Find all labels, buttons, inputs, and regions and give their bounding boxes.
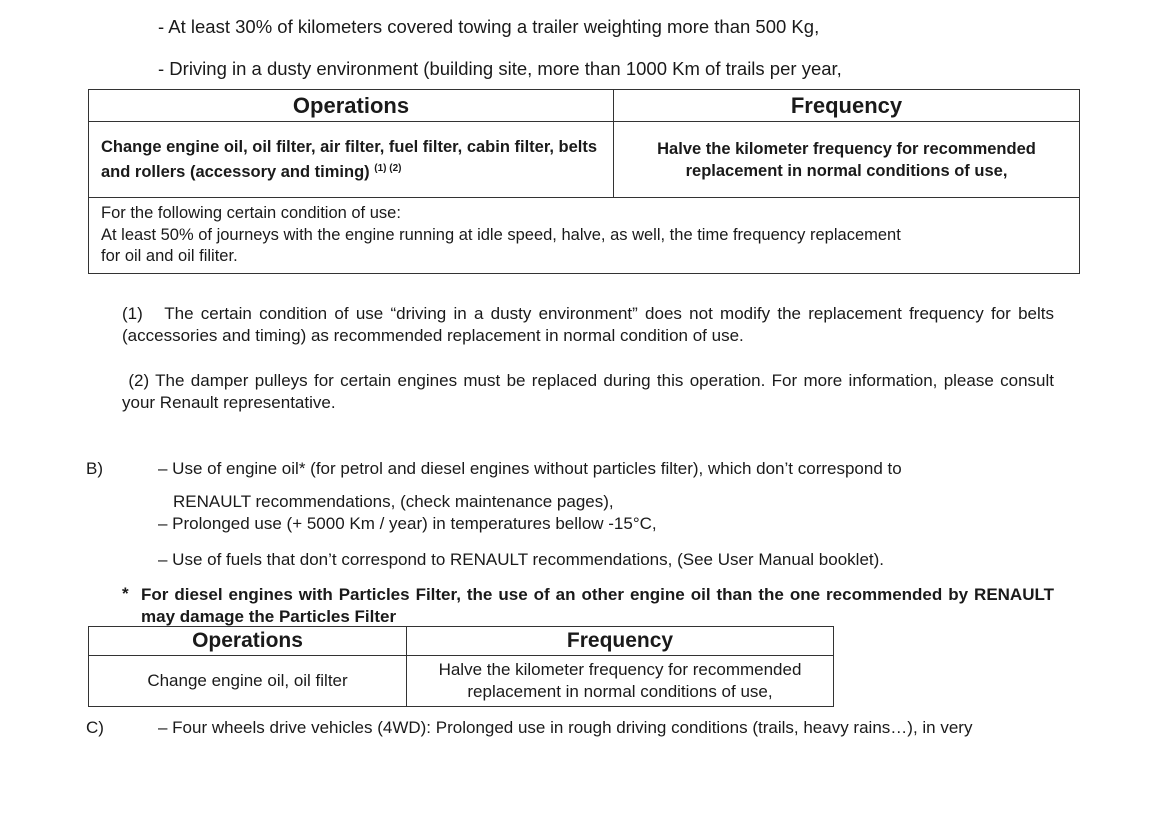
section-b-line-1-continued: RENAULT recommendations, (check maintenance pages),: [173, 492, 614, 511]
footnote-2-marker: (2): [128, 371, 150, 390]
intro-line-towing: - At least 30% of kilometers covered towing a trailer weighting more than 500 Kg,: [158, 16, 820, 37]
table-a-idle-condition-cell: [89, 198, 1080, 274]
footnote-1-marker: (1): [122, 304, 143, 323]
particles-filter-note: For diesel engines with Particles Filter, the use of an other engine oil than the one recommended by RENAULT may damage the Particles Filter: [141, 585, 1054, 626]
table-row: [89, 122, 1080, 198]
footnote-2-text: The damper pulleys for certain engines must be replaced during this operation. For more information, please consult your Renault representative.: [122, 371, 1054, 412]
footnote-1-text: The certain condition of use “driving in a dusty environment” does not modify the replacement frequency for belts (accessories and timing) as recommended replacement in normal condition of use.: [122, 304, 1054, 345]
section-b-line-2: – Prolonged use (+ 5000 Km / year) in temperatures bellow -15°C,: [158, 514, 657, 533]
operations-table-b: [88, 626, 834, 707]
condition-line: At least 50% of journeys with the engine running at idle speed, halve, as well, the time frequency replacement: [101, 225, 901, 244]
table-b-header-operations: Operations: [89, 627, 407, 656]
section-c-line-1: – Four wheels drive vehicles (4WD): Prolonged use in rough driving conditions (trails, heavy rains…), in very: [158, 718, 973, 737]
section-b-label: B): [86, 459, 103, 478]
table-a-operation-cell: [89, 122, 614, 198]
intro-line-dusty: - Driving in a dusty environment (building site, more than 1000 Km of trails per year,: [158, 58, 842, 79]
condition-line: For the following certain condition of use:: [101, 204, 401, 223]
section-c-label: C): [86, 718, 104, 737]
table-a-frequency-cell: Halve the kilometer frequency for recommended replacement in normal conditions of use,: [614, 122, 1080, 198]
footnote-refs: (1) (2): [374, 163, 402, 174]
table-row: [89, 656, 834, 707]
table-b-operation-cell: Change engine oil, oil filter: [89, 656, 407, 707]
asterisk-marker: *: [122, 584, 129, 603]
footnote-2: [122, 370, 1054, 414]
operations-table-a: [88, 89, 1080, 274]
table-row: [89, 198, 1080, 274]
table-b-frequency-cell: Halve the kilometer frequency for recommended replacement in normal conditions of use,: [407, 656, 834, 707]
section-b-line-1: – Use of engine oil* (for petrol and diesel engines without particles filter), which don’t correspond to: [158, 459, 902, 478]
section-b-line-3: – Use of fuels that don’t correspond to RENAULT recommendations, (See User Manual booklet).: [158, 550, 885, 569]
table-b-header-frequency: Frequency: [407, 627, 834, 656]
table-a-header-frequency: Frequency: [614, 90, 1080, 122]
condition-line: for oil and oil filiter.: [101, 247, 238, 266]
table-a-header-operations: Operations: [89, 90, 614, 122]
table-a-operation-text: Change engine oil, oil filter, air filter, fuel filter, cabin filter, belts and rollers (accessory and timing): [101, 138, 598, 181]
footnote-1: [122, 303, 1054, 347]
